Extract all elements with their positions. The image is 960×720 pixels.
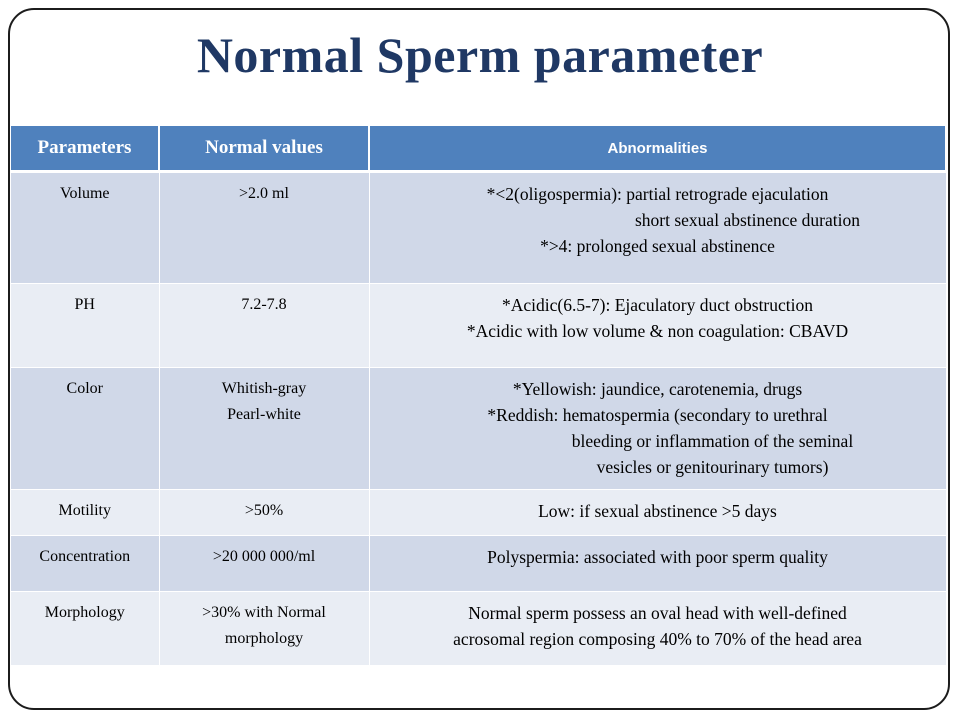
abnormality-line: *<2(oligospermia): partial retrograde ejaculation bbox=[486, 184, 829, 204]
cell-abnormalities bbox=[369, 172, 946, 284]
abnormality-line: bleeding or inflammation of the seminal bbox=[571, 431, 854, 451]
abnormality-line: short sexual abstinence duration bbox=[634, 210, 860, 230]
cell-abnormalities bbox=[369, 284, 946, 368]
cell-parameter: Motility bbox=[11, 490, 159, 536]
cell-parameter: Volume bbox=[11, 172, 159, 284]
slide-title: Normal Sperm parameter bbox=[196, 27, 764, 83]
abnormality-line: Low: if sexual abstinence >5 days bbox=[538, 501, 777, 521]
abnormality-line: *Reddish: hematospermia (secondary to urethral bbox=[487, 405, 828, 425]
table-row-ph bbox=[11, 284, 946, 368]
cell-normal-value bbox=[159, 536, 369, 592]
normal-value-line: >2.0 ml bbox=[239, 185, 289, 202]
cell-normal-value bbox=[159, 368, 369, 490]
cell-abnormalities bbox=[369, 592, 946, 666]
cell-abnormalities bbox=[369, 368, 946, 490]
normal-value-line: >20 000 000/ml bbox=[212, 548, 316, 565]
cell-parameter: Morphology bbox=[11, 592, 159, 666]
abnormality-line: *>4: prolonged sexual abstinence bbox=[540, 236, 775, 256]
normal-value-line: >30% with Normal bbox=[202, 604, 326, 621]
normal-value-line: Pearl-white bbox=[227, 406, 301, 423]
abnormality-line: vesicles or genitourinary tumors) bbox=[596, 457, 829, 477]
abnormality-line: Polyspermia: associated with poor sperm quality bbox=[487, 547, 828, 567]
abnormality-line: Normal sperm possess an oval head with well-defined bbox=[468, 603, 847, 623]
cell-parameter: Color bbox=[11, 368, 159, 490]
table-row-morphology bbox=[11, 592, 946, 666]
cell-normal-value bbox=[159, 490, 369, 536]
header-abnormalities: Abnormalities bbox=[369, 126, 946, 172]
header-normal-values: Normal values bbox=[159, 126, 369, 172]
cell-normal-value bbox=[159, 284, 369, 368]
normal-value-line: morphology bbox=[224, 630, 304, 647]
sperm-parameters-table bbox=[11, 126, 947, 666]
table-row-color bbox=[11, 368, 946, 490]
normal-value-line: 7.2-7.8 bbox=[241, 296, 287, 313]
cell-parameter: Concentration bbox=[11, 536, 159, 592]
normal-value-line: Whitish-gray bbox=[221, 380, 307, 397]
abnormality-line: *Acidic(6.5-7): Ejaculatory duct obstruction bbox=[501, 295, 814, 315]
cell-normal-value bbox=[159, 592, 369, 666]
abnormality-line: *Acidic with low volume & non coagulation: CBAVD bbox=[466, 321, 849, 341]
table-row-volume bbox=[11, 172, 946, 284]
cell-parameter: PH bbox=[11, 284, 159, 368]
abnormality-line: acrosomal region composing 40% to 70% of the head area bbox=[453, 629, 862, 649]
normal-value-line: >50% bbox=[244, 502, 284, 519]
cell-abnormalities bbox=[369, 536, 946, 592]
table-header-row bbox=[11, 126, 946, 172]
cell-abnormalities bbox=[369, 490, 946, 536]
header-parameters: Parameters bbox=[11, 126, 159, 172]
abnormality-line: *Yellowish: jaundice, carotenemia, drugs bbox=[512, 379, 803, 399]
table-row-concentration bbox=[11, 536, 946, 592]
table-row-motility bbox=[11, 490, 946, 536]
cell-normal-value bbox=[159, 172, 369, 284]
